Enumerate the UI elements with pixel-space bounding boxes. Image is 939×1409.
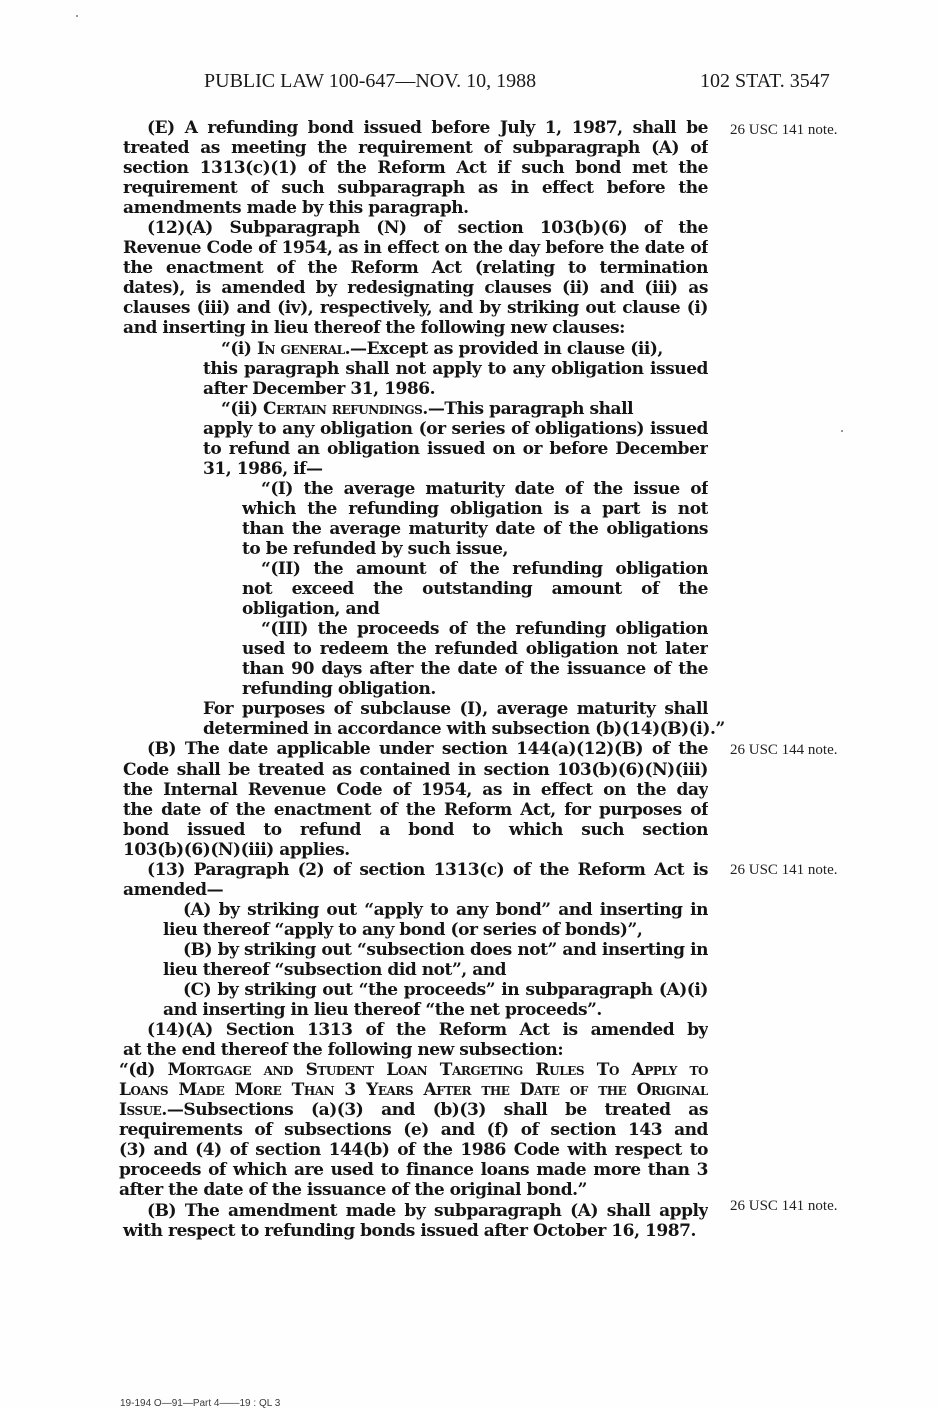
text-line: (12)(A) Subparagraph (N) of section 103(b)(6) of the (147, 218, 708, 239)
text-line: with respect to refunding bonds issued after October 16, 1987. (123, 1220, 696, 1241)
text-line: used to redeem the refunded obligation not later (242, 639, 708, 660)
text-line: and inserting in lieu thereof the following new clauses: (123, 318, 625, 339)
text-line: obligation, and (242, 599, 380, 620)
text-line: (B) The date applicable under section 144(a)(12)(B) of the (147, 739, 708, 760)
text-line: determined in accordance with subsection (b)(14)(B)(i).” (203, 719, 725, 740)
subsection-number: “(d) (119, 1060, 168, 1081)
subsection-text: —Subsections (a)(3) and (b)(3) shall be treated as (166, 1100, 708, 1121)
text-line: lieu thereof “apply to any bond (or series of bonds)”, (163, 919, 643, 940)
text-line: proceeds of which are used to finance loans made more than 3 (119, 1160, 708, 1181)
text-line: than the average maturity date of the obligations (242, 518, 708, 539)
text-line: 31, 1986, if— (203, 458, 323, 479)
text-line: requirement of such subparagraph as in effect before the (123, 178, 708, 199)
speck (841, 430, 843, 432)
text-line: lieu thereof “subsection did not”, and (163, 959, 507, 980)
subsection-heading: Issue. (119, 1100, 167, 1121)
text-line: (B) by striking out “subsection does not” and inserting in (183, 939, 708, 960)
text-line: (3) and (4) of section 144(b) of the 1986 Code with respect to (119, 1140, 708, 1161)
text-line: which the refunding obligation is a part is not (242, 498, 708, 519)
text-line: (B) The amendment made by subparagraph (A) shall apply (147, 1200, 708, 1221)
margin-note: 26 USC 141 note. (730, 122, 838, 138)
text-line (221, 339, 708, 359)
clause-heading: In general. (257, 338, 351, 359)
clause-heading: Certain refundings. (263, 398, 428, 419)
text-line: (E) A refunding bond issued before July 1, 1987, shall be (147, 118, 708, 138)
text-line: not exceed the outstanding amount of the (242, 579, 708, 600)
text-line: apply to any obligation (or series of obligations) issued (203, 418, 708, 439)
page-stat-number: 102 STAT. 3547 (700, 70, 830, 92)
text-line: Revenue Code of 1954, as in effect on the day before the date of (123, 238, 708, 259)
text-line: section 1313(c)(1) of the Reform Act if such bond met the (123, 158, 708, 179)
margin-note: 26 USC 144 note. (730, 742, 838, 758)
clause-text: —Except as provided in clause (ii), (350, 338, 663, 359)
text-line: amended— (123, 879, 224, 900)
text-line: after December 31, 1986. (203, 378, 436, 399)
subsection-heading: Mortgage and Student Loan Targeting Rules To Apply to (167, 1060, 708, 1081)
print-job-footer: 19-194 O—91—Part 4——19 : QL 3 (120, 1398, 281, 1409)
text-line: than 90 days after the date of the issuance of the (242, 659, 708, 680)
text-line: 103(b)(6)(N)(iii) applies. (123, 839, 350, 860)
text-line: (13) Paragraph (2) of section 1313(c) of the Reform Act is (147, 859, 708, 880)
text-line: requirements of subsections (e) and (f) of section 143 and (119, 1120, 708, 1141)
clause-number: “(ii) (221, 398, 263, 419)
text-line: refunding obligation. (242, 679, 436, 700)
text-line: “(III) the proceeds of the refunding obligation (261, 619, 708, 640)
text-line: “(II) the amount of the refunding obligation (261, 559, 708, 580)
text-line: (C) by striking out “the proceeds” in subparagraph (A)(i) (183, 980, 708, 1001)
text-line: clauses (iii) and (iv), respectively, and by striking out clause (i) (123, 298, 708, 319)
text-line: Code shall be treated as contained in section 103(b)(6)(N)(iii) (123, 759, 708, 780)
text-line: dates), is amended by redesignating clauses (ii) and (iii) as (123, 278, 708, 299)
text-line: treated as meeting the requirement of subparagraph (A) of (123, 138, 708, 159)
text-line: and inserting in lieu thereof “the net proceeds”. (163, 1000, 602, 1021)
clause-text: —This paragraph shall (427, 398, 634, 419)
text-line: this paragraph shall not apply to any obligation issued (203, 358, 708, 379)
text-line: (14)(A) Section 1313 of the Reform Act is amended by (147, 1020, 708, 1041)
text-line: “(I) the average maturity date of the issue of (261, 478, 708, 499)
text-line: the date of the enactment of the Reform Act, for purposes of (123, 799, 708, 820)
text-line: the enactment of the Reform Act (relating to termination (123, 258, 708, 279)
text-line: to refund an obligation issued on or before December (203, 438, 708, 459)
text-line (221, 399, 708, 419)
text-line: Loans Made More Than 3 Years After the Date of the Original (119, 1080, 708, 1101)
text-line (119, 1100, 708, 1120)
text-line: amendments made by this paragraph. (123, 198, 469, 219)
margin-note: 26 USC 141 note. (730, 1198, 838, 1214)
margin-note: 26 USC 141 note. (730, 862, 838, 878)
clause-number: “(i) (221, 338, 257, 359)
statute-text (119, 118, 725, 1241)
speck (76, 15, 78, 17)
text-line: to be refunded by such issue, (242, 538, 508, 559)
text-line: after the date of the issuance of the original bond.” (119, 1180, 587, 1201)
text-line: For purposes of subclause (I), average maturity shall (203, 699, 708, 720)
text-line: at the end thereof the following new subsection: (123, 1040, 564, 1061)
running-header-title: PUBLIC LAW 100-647—NOV. 10, 1988 (204, 70, 537, 92)
text-line: (A) by striking out “apply to any bond” and inserting in (183, 899, 708, 920)
text-line: bond issued to refund a bond to which such section (123, 819, 708, 840)
text-line (119, 1060, 708, 1080)
text-line: the Internal Revenue Code of 1954, as in effect on the day (123, 779, 708, 800)
